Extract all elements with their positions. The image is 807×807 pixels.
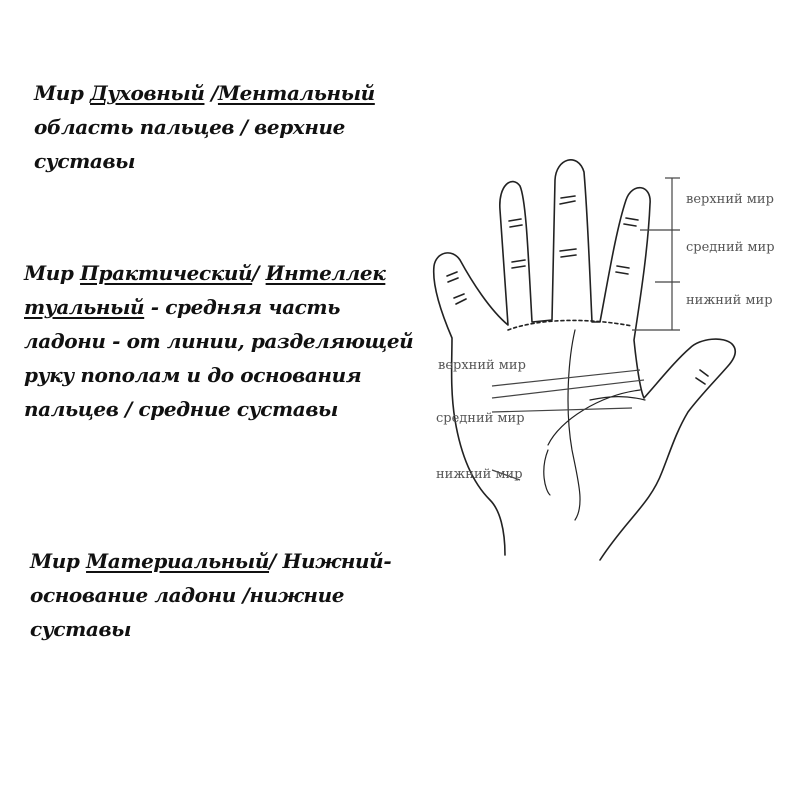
mental-term: Ментальный — [217, 81, 375, 105]
spiritual-description: область пальцев / верхние суставы — [34, 115, 345, 173]
practical-term: Практический — [80, 261, 253, 285]
practical-description: - средняя часть ладони - от линии, разделяющей руку пополам и до основания пальцев / средние суставы — [24, 295, 414, 421]
label-finger-top: верхний мир — [686, 192, 774, 207]
finger-creases — [447, 196, 708, 384]
label-finger-middle: средний мир — [686, 240, 775, 255]
label-palm-middle: средний мир — [436, 411, 525, 426]
label-palm-top: верхний мир — [438, 358, 526, 373]
palm-lines — [544, 330, 645, 520]
world-word: Мир — [30, 549, 80, 573]
world-word: Мир — [34, 81, 84, 105]
material-term: Материальный — [86, 549, 270, 573]
spiritual-term: Духовный — [90, 81, 205, 105]
material-description: Нижний- основание ладони /нижние суставы — [30, 549, 392, 641]
separator: / — [204, 81, 218, 105]
separator: / — [269, 549, 283, 573]
separator: / — [252, 261, 266, 285]
label-finger-bottom: нижний мир — [686, 293, 773, 308]
finger-base-arc — [508, 320, 632, 330]
intellectual-term: Интеллек туальный — [24, 261, 386, 319]
world-word: Мир — [24, 261, 74, 285]
label-palm-bottom: нижний мир — [436, 467, 523, 482]
